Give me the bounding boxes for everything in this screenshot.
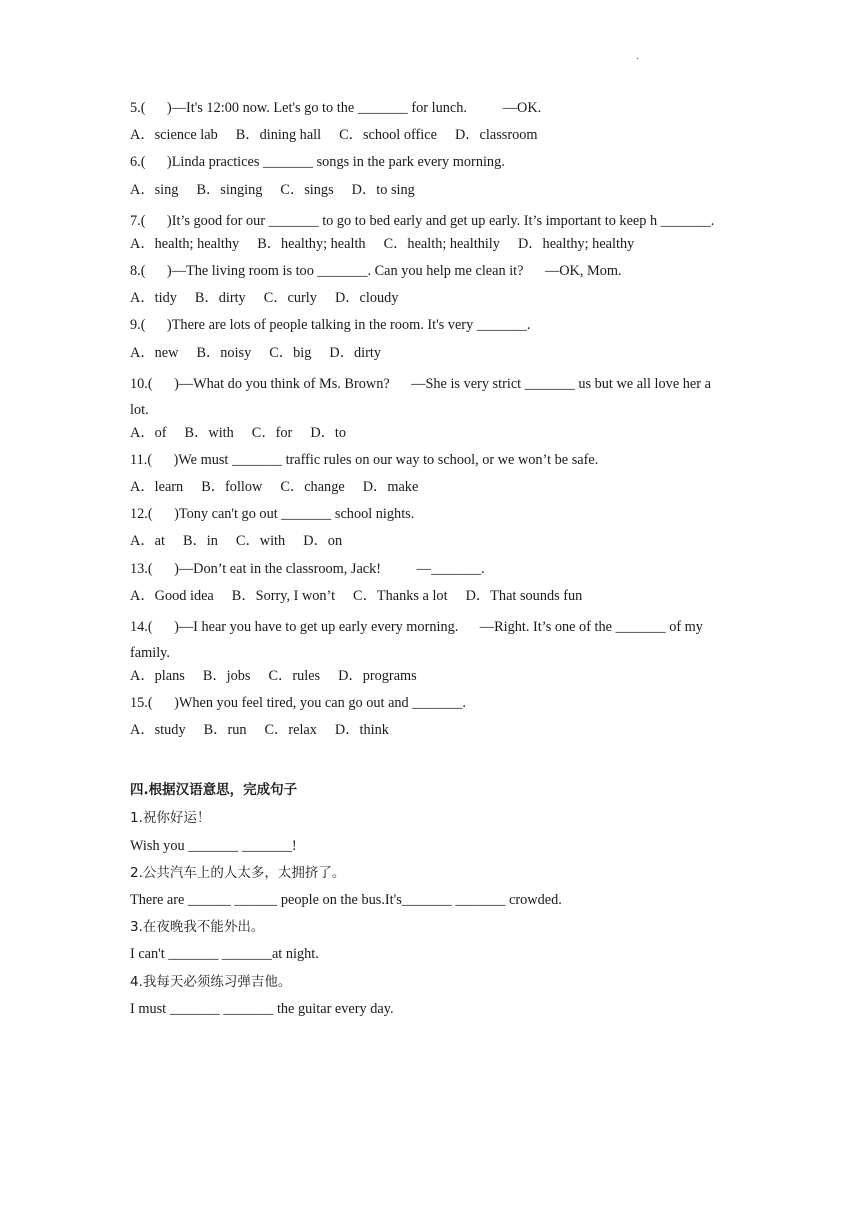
- sentence-4-chinese: 4.我每天必须练习弹吉他。: [130, 973, 292, 990]
- option-a: A．learn: [130, 479, 184, 496]
- question-stem: 14.( )—I hear you have to get up early every morning. —Right. It’s one of the _______ of my family.: [130, 619, 703, 661]
- question-options: [130, 344, 720, 363]
- option-d: D．think: [334, 722, 389, 739]
- option-c: C．sings: [280, 181, 334, 198]
- option-c: C．with: [235, 533, 286, 550]
- option-a: A．Good idea: [130, 587, 214, 604]
- sentence-1-chinese: 1.祝你好运！: [130, 810, 211, 827]
- option-c: C．health; healthily: [383, 235, 500, 252]
- question-stem: 15.( )When you feel tired, you can go out and _______.: [130, 695, 466, 712]
- question-stem: 6.( )Linda practices _______ songs in the park every morning.: [130, 154, 505, 171]
- option-a: A．sing: [130, 181, 179, 198]
- option-a: A．health; healthy: [130, 235, 240, 252]
- question-list: [130, 99, 720, 740]
- question-options: [130, 587, 720, 606]
- sentence-3-english: I can't _______ _______at night.: [130, 946, 319, 963]
- sentence-2-english: There are ______ ______ people on the bus.It's_______ _______ crowded.: [130, 891, 562, 908]
- option-c: C．rules: [268, 668, 321, 684]
- question-options: [130, 667, 720, 686]
- question-stem: 11.( )We must _______ traffic rules on our way to school, or we won’t be safe.: [130, 451, 599, 468]
- question-stem: 8.( )—The living room is too _______. Can you help me clean it? —OK, Mom.: [130, 262, 622, 279]
- question-options: [130, 235, 720, 254]
- question-stem: 12.( )Tony can't go out _______ school nights.: [130, 506, 415, 523]
- section-4: [130, 781, 720, 1018]
- sentence-1-english: Wish you _______ _______!: [130, 837, 297, 854]
- option-c: C．school office: [339, 127, 437, 144]
- option-a: A．new: [130, 344, 179, 361]
- question-stem: 13.( )—Don’t eat in the classroom, Jack! —_______.: [130, 560, 485, 577]
- option-d: D．to sing: [351, 181, 415, 198]
- option-b: B．jobs: [202, 668, 251, 684]
- sentence-2-chinese: 2.公共汽车上的人太多，太拥挤了。: [130, 864, 346, 881]
- option-d: D．healthy; healthy: [517, 235, 635, 252]
- option-b: B．follow: [201, 479, 263, 496]
- question-stem: 7.( )It’s good for our _______ to go to bed early and get up early. It’s important to keep h _______.: [130, 212, 715, 229]
- question-stem: 5.( )—It's 12:00 now. Let's go to the _______ for lunch. —OK.: [130, 100, 542, 116]
- option-b: B．dirty: [194, 290, 246, 307]
- option-c: C．relax: [264, 722, 317, 739]
- option-b: B．singing: [196, 181, 263, 198]
- option-b: B．run: [203, 722, 247, 739]
- option-b: B．healthy; health: [257, 235, 366, 252]
- sentence-4-english: I must _______ _______ the guitar every day.: [130, 1000, 394, 1017]
- page-mark: ·: [636, 54, 640, 65]
- option-d: D．classroom: [454, 127, 538, 144]
- option-d: D．to: [310, 424, 347, 441]
- option-d: D．That sounds fun: [465, 587, 583, 604]
- option-c: C．change: [280, 479, 345, 496]
- option-b: B．with: [184, 424, 234, 441]
- question-options: [130, 289, 720, 308]
- option-c: C．big: [269, 344, 312, 361]
- option-b: B．dining hall: [235, 127, 322, 144]
- option-d: D．cloudy: [334, 290, 399, 307]
- option-a: A．plans: [130, 668, 185, 684]
- question-options: [130, 478, 720, 497]
- option-a: A．study: [130, 722, 186, 739]
- option-a: A．tidy: [130, 290, 177, 307]
- option-a: A．science lab: [130, 127, 218, 144]
- option-c: C．Thanks a lot: [353, 587, 448, 604]
- option-a: A．of: [130, 424, 167, 441]
- option-b: B．Sorry, I won’t: [231, 587, 336, 604]
- option-d: D．on: [303, 533, 343, 550]
- option-d: D．make: [362, 479, 419, 496]
- option-c: C．curly: [263, 290, 317, 307]
- question-stem: 10.( )—What do you think of Ms. Brown? —She is very strict _______ us but we all love her a lot.: [130, 375, 711, 418]
- question-stem: 9.( )There are lots of people talking in the room. It's very _______.: [130, 317, 531, 334]
- option-b: B．noisy: [196, 344, 252, 361]
- question-options: [130, 181, 720, 200]
- worksheet-content: [130, 99, 720, 1027]
- section-title: 四.根据汉语意思，完成句子: [130, 782, 298, 799]
- option-a: A．at: [130, 533, 165, 550]
- question-options: [130, 126, 720, 145]
- option-b: B．in: [182, 533, 218, 550]
- question-options: [130, 424, 720, 443]
- option-d: D．dirty: [329, 344, 382, 361]
- sentence-3-chinese: 3.在夜晚我不能外出。: [130, 919, 265, 936]
- option-c: C．for: [251, 424, 293, 441]
- option-d: D．programs: [338, 668, 417, 684]
- question-options: [130, 532, 720, 551]
- question-options: [130, 721, 720, 740]
